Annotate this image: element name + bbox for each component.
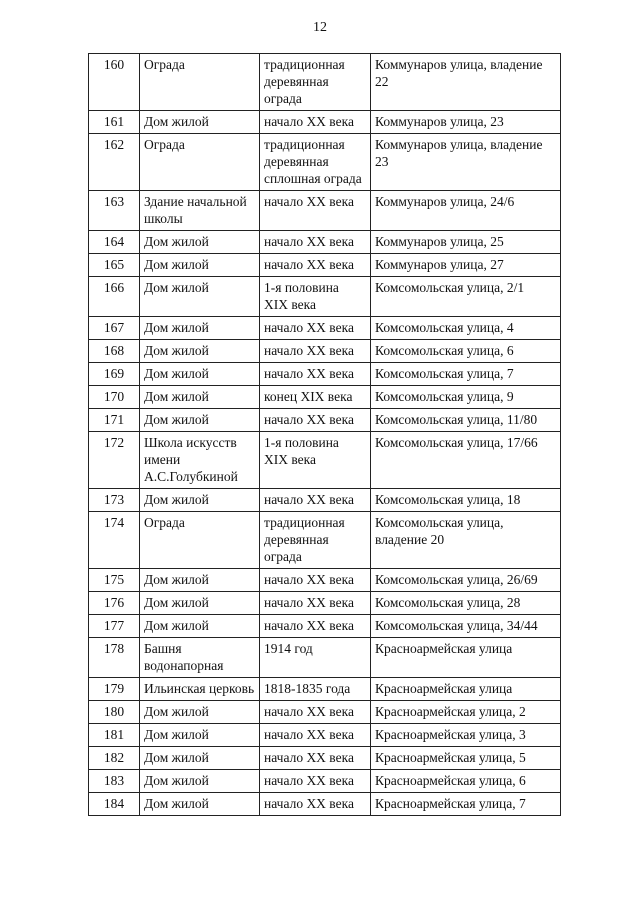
object-number-cell: 177: [89, 615, 140, 638]
table-row: [89, 724, 561, 747]
object-name-cell: Дом жилой: [140, 317, 260, 340]
object-number-cell: 165: [89, 254, 140, 277]
object-number-cell: 168: [89, 340, 140, 363]
object-number-cell: 184: [89, 793, 140, 816]
object-name-cell: Дом жилой: [140, 386, 260, 409]
object-name-cell: Дом жилой: [140, 770, 260, 793]
object-number-cell: 178: [89, 638, 140, 678]
object-date-cell: начало XX века: [260, 409, 371, 432]
object-address-cell: Коммунаров улица, владение 22: [371, 54, 561, 111]
object-number-cell: 161: [89, 111, 140, 134]
table-row: [89, 770, 561, 793]
object-number-cell: 164: [89, 231, 140, 254]
object-date-cell: начало XX века: [260, 191, 371, 231]
table-body: [89, 54, 561, 816]
object-address-cell: Красноармейская улица, 6: [371, 770, 561, 793]
object-name-cell: Дом жилой: [140, 747, 260, 770]
table-row: [89, 191, 561, 231]
table-row: [89, 277, 561, 317]
table-row: [89, 489, 561, 512]
object-date-cell: начало XX века: [260, 793, 371, 816]
table-row: [89, 254, 561, 277]
object-date-cell: начало XX века: [260, 747, 371, 770]
object-date-cell: традиционная деревянная сплошная ограда: [260, 134, 371, 191]
object-address-cell: Комсомольская улица, 17/66: [371, 432, 561, 489]
object-number-cell: 173: [89, 489, 140, 512]
object-date-cell: начало XX века: [260, 701, 371, 724]
table-row: [89, 432, 561, 489]
object-date-cell: начало XX века: [260, 724, 371, 747]
table-row: [89, 512, 561, 569]
object-address-cell: Комсомольская улица, 26/69: [371, 569, 561, 592]
object-name-cell: Дом жилой: [140, 363, 260, 386]
table-row: [89, 317, 561, 340]
object-name-cell: Дом жилой: [140, 592, 260, 615]
object-address-cell: Коммунаров улица, 25: [371, 231, 561, 254]
object-number-cell: 182: [89, 747, 140, 770]
object-number-cell: 179: [89, 678, 140, 701]
object-name-cell: Дом жилой: [140, 724, 260, 747]
object-number-cell: 171: [89, 409, 140, 432]
table-row: [89, 386, 561, 409]
object-address-cell: Комсомольская улица, 28: [371, 592, 561, 615]
object-date-cell: начало XX века: [260, 111, 371, 134]
object-address-cell: Красноармейская улица, 3: [371, 724, 561, 747]
object-name-cell: Дом жилой: [140, 793, 260, 816]
table-row: [89, 678, 561, 701]
object-number-cell: 163: [89, 191, 140, 231]
object-address-cell: Красноармейская улица, 7: [371, 793, 561, 816]
object-name-cell: Дом жилой: [140, 701, 260, 724]
object-date-cell: 1818-1835 года: [260, 678, 371, 701]
page-number: 12: [313, 20, 327, 35]
object-address-cell: Комсомольская улица, владение 20: [371, 512, 561, 569]
table-row: [89, 54, 561, 111]
table-row: [89, 638, 561, 678]
object-date-cell: 1-я половина XIX века: [260, 277, 371, 317]
table-row: [89, 793, 561, 816]
object-number-cell: 162: [89, 134, 140, 191]
object-number-cell: 167: [89, 317, 140, 340]
object-date-cell: 1-я половина XIX века: [260, 432, 371, 489]
object-address-cell: Красноармейская улица: [371, 638, 561, 678]
object-name-cell: Дом жилой: [140, 277, 260, 317]
object-name-cell: Дом жилой: [140, 489, 260, 512]
object-name-cell: Дом жилой: [140, 231, 260, 254]
object-date-cell: начало XX века: [260, 340, 371, 363]
object-name-cell: Школа искусств имени А.С.Голубкиной: [140, 432, 260, 489]
table-row: [89, 340, 561, 363]
object-name-cell: Здание начальной школы: [140, 191, 260, 231]
object-date-cell: начало XX века: [260, 592, 371, 615]
object-date-cell: начало XX века: [260, 770, 371, 793]
object-address-cell: Комсомольская улица, 6: [371, 340, 561, 363]
object-name-cell: Дом жилой: [140, 409, 260, 432]
object-address-cell: Комсомольская улица, 4: [371, 317, 561, 340]
object-date-cell: традиционная деревянная ограда: [260, 54, 371, 111]
object-name-cell: Ограда: [140, 512, 260, 569]
heritage-objects-table: [88, 53, 561, 816]
object-name-cell: Башня водонапорная: [140, 638, 260, 678]
table-row: [89, 747, 561, 770]
object-address-cell: Коммунаров улица, владение 23: [371, 134, 561, 191]
object-date-cell: начало XX века: [260, 489, 371, 512]
object-address-cell: Красноармейская улица, 5: [371, 747, 561, 770]
object-name-cell: Дом жилой: [140, 254, 260, 277]
object-address-cell: Комсомольская улица, 34/44: [371, 615, 561, 638]
object-number-cell: 180: [89, 701, 140, 724]
object-number-cell: 166: [89, 277, 140, 317]
object-address-cell: Красноармейская улица: [371, 678, 561, 701]
object-date-cell: начало XX века: [260, 569, 371, 592]
object-date-cell: начало XX века: [260, 363, 371, 386]
object-number-cell: 176: [89, 592, 140, 615]
object-name-cell: Дом жилой: [140, 111, 260, 134]
table-row: [89, 592, 561, 615]
object-name-cell: Дом жилой: [140, 615, 260, 638]
object-address-cell: Коммунаров улица, 24/6: [371, 191, 561, 231]
object-date-cell: начало XX века: [260, 254, 371, 277]
object-name-cell: Ильинская церковь: [140, 678, 260, 701]
table-row: [89, 409, 561, 432]
table-row: [89, 231, 561, 254]
table-row: [89, 569, 561, 592]
object-date-cell: начало XX века: [260, 317, 371, 340]
object-number-cell: 175: [89, 569, 140, 592]
object-number-cell: 181: [89, 724, 140, 747]
object-number-cell: 169: [89, 363, 140, 386]
object-name-cell: Ограда: [140, 134, 260, 191]
object-address-cell: Коммунаров улица, 27: [371, 254, 561, 277]
object-date-cell: 1914 год: [260, 638, 371, 678]
table-row: [89, 363, 561, 386]
table-row: [89, 701, 561, 724]
object-address-cell: Комсомольская улица, 2/1: [371, 277, 561, 317]
object-address-cell: Комсомольская улица, 18: [371, 489, 561, 512]
object-address-cell: Комсомольская улица, 11/80: [371, 409, 561, 432]
object-number-cell: 160: [89, 54, 140, 111]
object-number-cell: 183: [89, 770, 140, 793]
object-name-cell: Ограда: [140, 54, 260, 111]
object-date-cell: начало XX века: [260, 231, 371, 254]
table-row: [89, 134, 561, 191]
object-address-cell: Комсомольская улица, 7: [371, 363, 561, 386]
table-row: [89, 615, 561, 638]
object-name-cell: Дом жилой: [140, 340, 260, 363]
object-number-cell: 170: [89, 386, 140, 409]
object-date-cell: начало XX века: [260, 615, 371, 638]
object-address-cell: Комсомольская улица, 9: [371, 386, 561, 409]
object-date-cell: традиционная деревянная ограда: [260, 512, 371, 569]
object-name-cell: Дом жилой: [140, 569, 260, 592]
object-number-cell: 172: [89, 432, 140, 489]
object-address-cell: Коммунаров улица, 23: [371, 111, 561, 134]
object-address-cell: Красноармейская улица, 2: [371, 701, 561, 724]
table-row: [89, 111, 561, 134]
object-number-cell: 174: [89, 512, 140, 569]
object-date-cell: конец XIX века: [260, 386, 371, 409]
